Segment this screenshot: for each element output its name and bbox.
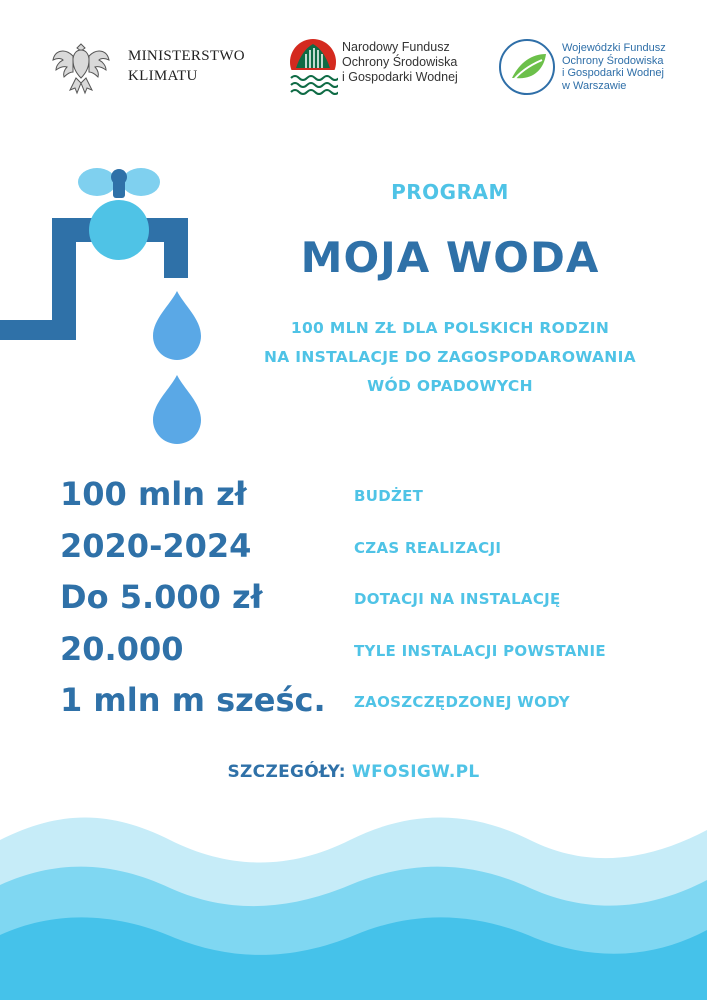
tap-handle-right-icon	[122, 168, 160, 196]
stat-water-saved-value: 1 mln m sześc.	[60, 681, 326, 719]
ministry-name	[128, 46, 245, 86]
water-waves-decoration	[0, 800, 707, 1000]
tap-handle-left-icon	[78, 168, 116, 196]
stat-installations-label: TYLE INSTALACJI POWSTANIE	[354, 642, 606, 660]
details-label: SZCZEGÓŁY:	[227, 762, 346, 782]
wfosigw-name-line1: Wojewódzki Fundusz	[562, 42, 666, 54]
details-line	[0, 762, 707, 782]
details-link[interactable]: WFOSIGW.PL	[352, 762, 480, 782]
polish-eagle-icon	[50, 38, 112, 98]
ministry-of-climate-logo	[50, 34, 255, 100]
stat-installations-value: 20.000	[60, 630, 184, 668]
wfosigw-name-line4: w Warszawie	[562, 79, 627, 92]
water-drop-icon	[153, 375, 201, 444]
wfosigw-name-line2: Ochrony Środowiska	[562, 54, 664, 67]
stat-budget-value: 100 mln zł	[60, 475, 247, 513]
program-title: MOJA WODA	[300, 233, 600, 282]
nfosigw-logo	[288, 38, 468, 100]
nfosigw-name	[342, 40, 458, 85]
wfosigw-logo	[498, 38, 678, 100]
ministry-name-line1: MINISTERSTWO	[128, 48, 245, 64]
nfosigw-name-line2: Ochrony Środowiska	[342, 55, 458, 69]
nfosigw-emblem-icon	[288, 38, 338, 100]
leaf-circle-icon	[498, 38, 556, 96]
stat-period-label: CZAS REALIZACJI	[354, 539, 502, 557]
water-drop-icon	[153, 291, 201, 360]
subtitle-line2: NA INSTALACJE DO ZAGOSPODAROWANIA	[264, 348, 636, 366]
wfosigw-name	[562, 42, 666, 92]
ministry-name-line2: KLIMATU	[128, 68, 198, 84]
program-subtitle	[225, 314, 675, 401]
stat-period-value: 2020-2024	[60, 527, 252, 565]
subtitle-line3: WÓD OPADOWYCH	[367, 377, 533, 395]
tap-body-icon	[89, 200, 149, 260]
subtitle-line1: 100 MLN ZŁ DLA POLSKICH RODZIN	[290, 319, 610, 337]
water-tap-icon	[0, 150, 230, 450]
stat-water-saved-label: ZAOSZCZĘDZONEJ WODY	[354, 693, 570, 711]
wfosigw-name-line3: i Gospodarki Wodnej	[562, 67, 664, 79]
nfosigw-name-line3: i Gospodarki Wodnej	[342, 70, 458, 84]
program-label: PROGRAM	[391, 180, 509, 204]
stat-grant-label: DOTACJI NA INSTALACJĘ	[354, 590, 561, 608]
nfosigw-name-line1: Narodowy Fundusz	[342, 40, 450, 54]
stat-grant-value: Do 5.000 zł	[60, 578, 263, 616]
stat-budget-label: BUDŻET	[354, 487, 424, 505]
